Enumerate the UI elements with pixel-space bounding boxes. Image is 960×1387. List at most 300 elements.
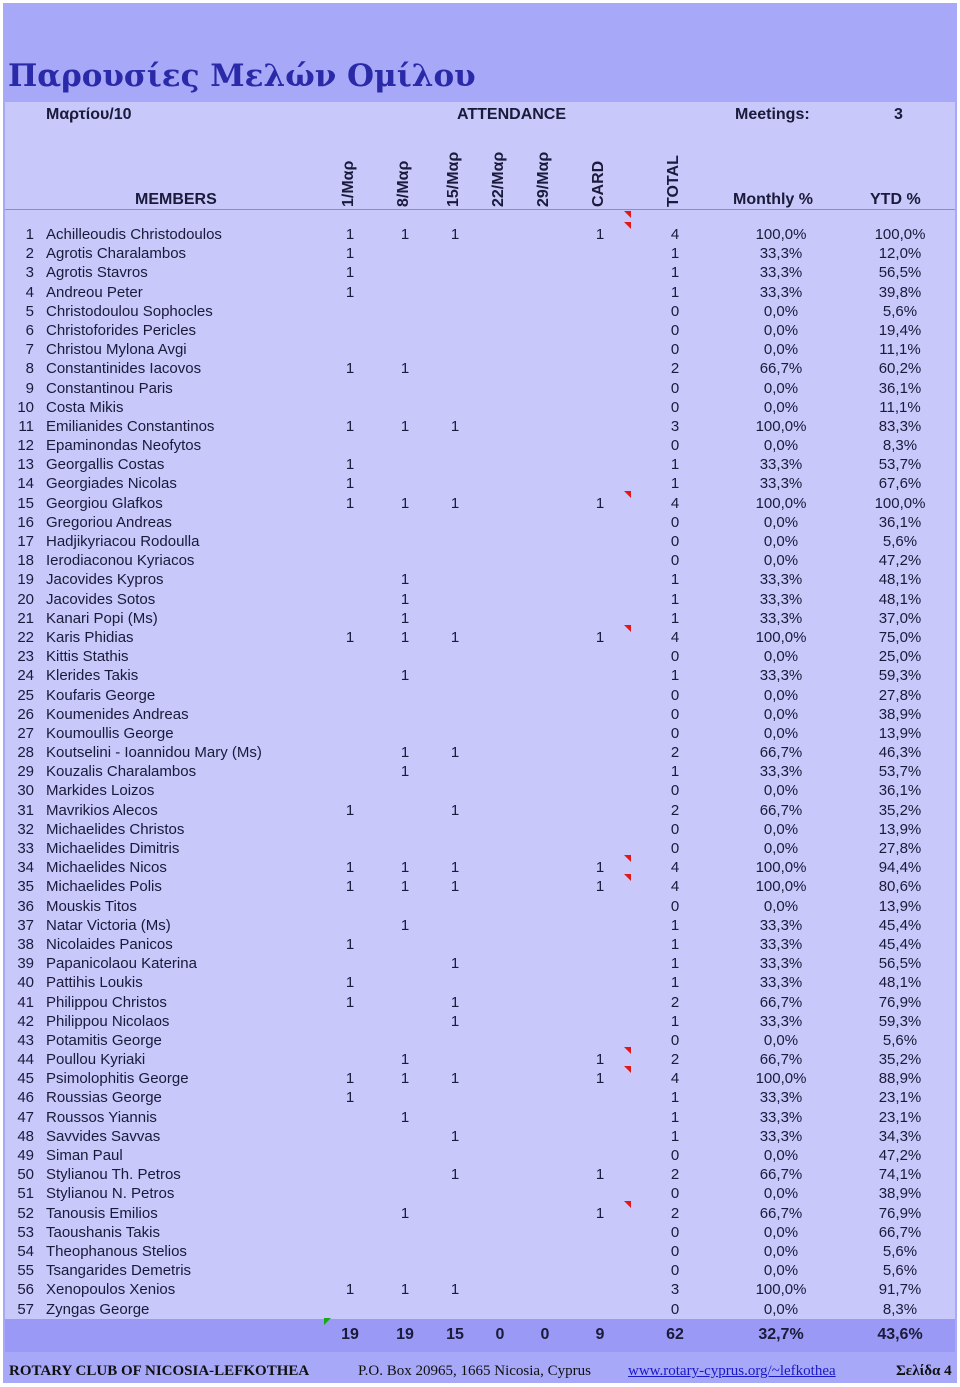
cell-ytd-pct: 100,0% [874, 226, 926, 243]
row-number: 47 [17, 1108, 34, 1126]
row-number: 14 [17, 475, 34, 493]
member-name: Ierodiaconou Kyriacos [46, 552, 195, 570]
comment-marker [624, 625, 631, 632]
member-name: Papanicolaou Katerina [46, 955, 197, 973]
cell-total: 2 [670, 1166, 680, 1184]
table-row [0, 302, 960, 321]
cell-card: 1 [595, 1204, 605, 1222]
cell-15mar: 1 [450, 1127, 460, 1145]
member-name: Constantinou Paris [46, 379, 173, 397]
table-row [0, 628, 960, 647]
cell-monthly-pct: 0,0% [763, 840, 799, 857]
members-header: MEMBERS [135, 191, 217, 208]
cell-8mar: 1 [400, 226, 410, 243]
cell-ytd-pct: 36,1% [878, 379, 922, 397]
row-number: 56 [17, 1281, 34, 1299]
row-number: 45 [17, 1070, 34, 1088]
cell-monthly-pct: 0,0% [763, 398, 799, 416]
cell-8mar: 1 [400, 878, 410, 896]
row-number: 33 [17, 840, 34, 857]
green-comment-marker [324, 1318, 331, 1325]
ytd-header: YTD % [870, 191, 921, 208]
cell-monthly-pct: 33,3% [759, 1108, 803, 1126]
cell-total: 0 [670, 705, 680, 723]
member-name: Jacovides Sotos [46, 590, 156, 608]
table-row [0, 1146, 960, 1165]
cell-ytd-pct: 23,1% [878, 1108, 922, 1126]
member-name: Koufaris George [46, 686, 156, 704]
member-name: Taoushanis Takis [46, 1223, 160, 1241]
cell-ytd-pct: 45,4% [878, 935, 922, 953]
cell-monthly-pct: 100,0% [755, 1281, 807, 1299]
cell-monthly-pct: 33,3% [759, 571, 803, 589]
table-row [0, 398, 960, 417]
member-name: Epaminondas Neofytos [46, 437, 202, 455]
cell-total: 1 [670, 609, 680, 627]
cell-15mar: 1 [450, 993, 460, 1011]
member-name: Achilleoudis Christodoulos [46, 226, 222, 243]
member-name: Gregoriou Andreas [46, 513, 172, 531]
row-number: 8 [25, 360, 34, 378]
table-row [0, 1069, 960, 1088]
cell-total: 0 [670, 686, 680, 704]
table-row [0, 916, 960, 935]
cell-ytd-pct: 13,9% [878, 897, 922, 915]
member-name: Emilianides Constantinos [46, 417, 215, 435]
cell-monthly-pct: 0,0% [763, 513, 799, 531]
cell-total: 2 [670, 744, 680, 762]
row-number: 38 [17, 935, 34, 953]
member-name: Hadjikyriacou Rodoulla [46, 533, 200, 550]
row-number: 40 [17, 974, 34, 992]
row-number: 49 [17, 1147, 34, 1164]
cell-8mar: 1 [400, 609, 410, 627]
cell-monthly-pct: 33,3% [759, 609, 803, 627]
table-row [0, 609, 960, 628]
comment-marker [624, 222, 631, 229]
cell-1mar: 1 [345, 1089, 355, 1107]
member-name: Poullou Kyriaki [46, 1051, 146, 1069]
comment-marker [624, 1047, 631, 1054]
cell-ytd-pct: 47,2% [878, 1147, 922, 1164]
row-number: 55 [17, 1262, 34, 1280]
cell-ytd-pct: 75,0% [878, 628, 922, 646]
cell-ytd-pct: 27,8% [878, 686, 922, 704]
cell-ytd-pct: 5,6% [882, 1242, 918, 1260]
cell-8mar: 1 [400, 744, 410, 762]
cell-total: 0 [670, 820, 680, 838]
cell-1mar: 1 [345, 226, 355, 243]
cell-1mar: 1 [345, 417, 355, 435]
total-29mar: 0 [540, 1326, 550, 1343]
cell-monthly-pct: 33,3% [759, 283, 803, 301]
member-name: Constantinides Iacovos [46, 360, 202, 378]
cell-monthly-pct: 33,3% [759, 590, 803, 608]
footer-address: P.O. Box 20965, 1665 Nicosia, Cyprus [358, 1363, 591, 1379]
cell-total: 0 [670, 1147, 680, 1164]
cell-total: 2 [670, 993, 680, 1011]
row-number: 2 [25, 245, 34, 263]
col-header-1mar: 1/Μαρ [340, 160, 357, 207]
table-row [0, 455, 960, 474]
row-number: 37 [17, 916, 34, 934]
cell-1mar: 1 [345, 283, 355, 301]
cell-1mar: 1 [345, 264, 355, 282]
cell-1mar: 1 [345, 993, 355, 1011]
cell-total: 0 [670, 321, 680, 339]
cell-monthly-pct: 0,0% [763, 686, 799, 704]
cell-ytd-pct: 12,0% [878, 245, 922, 263]
cell-monthly-pct: 33,3% [759, 264, 803, 282]
cell-ytd-pct: 5,6% [882, 302, 918, 320]
cell-15mar: 1 [450, 744, 460, 762]
cell-monthly-pct: 33,3% [759, 763, 803, 781]
table-row [0, 494, 960, 513]
cell-total: 1 [670, 245, 680, 263]
cell-card: 1 [595, 878, 605, 896]
table-row [0, 1165, 960, 1184]
table-row [0, 1088, 960, 1107]
member-name: Markides Loizos [46, 782, 155, 800]
row-number: 12 [17, 437, 34, 455]
cell-total: 0 [670, 1300, 680, 1318]
member-name: Siman Paul [46, 1147, 123, 1164]
cell-monthly-pct: 100,0% [755, 494, 807, 512]
cell-8mar: 1 [400, 667, 410, 685]
table-row [0, 954, 960, 973]
table-row [0, 263, 960, 282]
cell-ytd-pct: 36,1% [878, 513, 922, 531]
cell-total: 0 [670, 1223, 680, 1241]
table-row [0, 1204, 960, 1223]
row-number: 9 [25, 379, 34, 397]
cell-monthly-pct: 0,0% [763, 648, 799, 666]
cell-monthly-pct: 0,0% [763, 782, 799, 800]
cell-total: 1 [670, 283, 680, 301]
total-1mar: 19 [341, 1326, 359, 1343]
cell-15mar: 1 [450, 226, 460, 243]
table-row [0, 877, 960, 896]
cell-monthly-pct: 33,3% [759, 1012, 803, 1030]
member-name: Christou Mylona Avgi [46, 341, 187, 359]
cell-ytd-pct: 74,1% [878, 1166, 922, 1184]
cell-total: 2 [670, 1204, 680, 1222]
cell-card: 1 [595, 628, 605, 646]
cell-8mar: 1 [400, 1204, 410, 1222]
cell-1mar: 1 [345, 245, 355, 263]
row-number: 46 [17, 1089, 34, 1107]
cell-total: 1 [670, 955, 680, 973]
cell-card: 1 [595, 226, 605, 243]
cell-1mar: 1 [345, 801, 355, 819]
cell-total: 1 [670, 763, 680, 781]
table-row [0, 1050, 960, 1069]
row-number: 23 [17, 648, 34, 666]
table-row [0, 283, 960, 302]
cell-monthly-pct: 0,0% [763, 897, 799, 915]
row-number: 57 [17, 1300, 34, 1318]
cell-monthly-pct: 100,0% [755, 859, 807, 877]
meetings-count: 3 [894, 106, 903, 123]
member-name: Mouskis Titos [46, 897, 137, 915]
row-number: 1 [25, 226, 34, 243]
cell-1mar: 1 [345, 494, 355, 512]
cell-ytd-pct: 45,4% [878, 916, 922, 934]
cell-1mar: 1 [345, 859, 355, 877]
cell-monthly-pct: 100,0% [755, 878, 807, 896]
cell-total: 0 [670, 648, 680, 666]
col-header-card: CARD [590, 160, 607, 207]
cell-monthly-pct: 33,3% [759, 1089, 803, 1107]
footer-website-link[interactable]: www.rotary-cyprus.org/~lefkothea [628, 1363, 836, 1379]
row-number: 17 [17, 533, 34, 550]
row-number: 31 [17, 801, 34, 819]
cell-monthly-pct: 0,0% [763, 552, 799, 570]
cell-15mar: 1 [450, 801, 460, 819]
table-row [0, 897, 960, 916]
cell-monthly-pct: 0,0% [763, 379, 799, 397]
row-number: 36 [17, 897, 34, 915]
row-number: 28 [17, 744, 34, 762]
cell-monthly-pct: 33,3% [759, 475, 803, 493]
cell-monthly-pct: 0,0% [763, 724, 799, 742]
comment-marker [624, 874, 631, 881]
cell-ytd-pct: 11,1% [879, 398, 921, 416]
cell-ytd-pct: 48,1% [878, 974, 922, 992]
cell-monthly-pct: 0,0% [763, 1223, 799, 1241]
member-name: Andreou Peter [46, 283, 143, 301]
cell-card: 1 [595, 859, 605, 877]
cell-15mar: 1 [450, 955, 460, 973]
member-name: Natar Victoria (Ms) [46, 916, 171, 934]
cell-ytd-pct: 46,3% [878, 744, 922, 762]
cell-monthly-pct: 0,0% [763, 302, 799, 320]
comment-marker [624, 1066, 631, 1073]
cell-1mar: 1 [345, 456, 355, 474]
table-row [0, 858, 960, 877]
table-row [0, 1031, 960, 1050]
attendance-label: ATTENDANCE [457, 106, 567, 123]
cell-total: 1 [670, 1012, 680, 1030]
cell-total: 4 [670, 628, 680, 646]
comment-marker [624, 1201, 631, 1208]
cell-monthly-pct: 0,0% [763, 1300, 799, 1318]
cell-monthly-pct: 66,7% [759, 1051, 803, 1069]
cell-8mar: 1 [400, 859, 410, 877]
table-row [0, 801, 960, 820]
cell-card: 1 [595, 1166, 605, 1184]
col-header-15mar: 15/Μαρ [445, 151, 462, 207]
cell-monthly-pct: 33,3% [759, 916, 803, 934]
page-title: Παρουσίες Μελών Ομίλου [8, 58, 476, 94]
cell-ytd-pct: 37,0% [878, 609, 922, 627]
row-number: 44 [17, 1051, 34, 1069]
table-row [0, 935, 960, 954]
total-8mar: 19 [396, 1326, 414, 1343]
row-number: 7 [25, 341, 34, 359]
row-number: 6 [25, 321, 34, 339]
member-name: Christoforides Pericles [46, 321, 197, 339]
col-header-total: TOTAL [665, 155, 682, 207]
cell-card: 1 [595, 494, 605, 512]
cell-monthly-pct: 66,7% [759, 1204, 803, 1222]
cell-monthly-pct: 100,0% [755, 628, 807, 646]
member-name: Michaelides Nicos [46, 859, 167, 877]
cell-ytd-pct: 94,4% [878, 859, 922, 877]
cell-monthly-pct: 0,0% [763, 1031, 799, 1049]
table-row [0, 781, 960, 800]
cell-ytd-pct: 23,1% [878, 1089, 922, 1107]
cell-ytd-pct: 53,7% [878, 763, 922, 781]
cell-monthly-pct: 0,0% [763, 437, 799, 455]
cell-total: 1 [670, 1089, 680, 1107]
cell-ytd-pct: 38,9% [878, 705, 922, 723]
comment-marker [624, 491, 631, 498]
cell-1mar: 1 [345, 475, 355, 493]
cell-1mar: 1 [345, 360, 355, 378]
row-number: 54 [17, 1242, 34, 1260]
table-row [0, 340, 960, 359]
row-number: 51 [17, 1185, 34, 1203]
cell-ytd-pct: 34,3% [878, 1127, 922, 1145]
cell-ytd-pct: 19,4% [878, 321, 922, 339]
total-22mar: 0 [495, 1326, 505, 1343]
cell-8mar: 1 [400, 571, 410, 589]
table-row [0, 570, 960, 589]
monthly-header: Monthly % [733, 191, 813, 208]
member-name: Kittis Stathis [46, 648, 129, 666]
cell-total: 4 [670, 878, 680, 896]
row-number: 25 [17, 686, 34, 704]
member-name: Psimolophitis George [46, 1070, 189, 1088]
cell-ytd-pct: 48,1% [878, 571, 922, 589]
cell-total: 2 [670, 1051, 680, 1069]
table-row [0, 1261, 960, 1280]
member-name: Michaelides Polis [46, 878, 162, 896]
cell-1mar: 1 [345, 974, 355, 992]
cell-monthly-pct: 33,3% [759, 456, 803, 474]
cell-ytd-pct: 53,7% [878, 456, 922, 474]
table-row [0, 686, 960, 705]
row-number: 41 [17, 993, 34, 1011]
cell-ytd-pct: 5,6% [882, 1262, 918, 1280]
cell-total: 1 [670, 1108, 680, 1126]
table-row [0, 474, 960, 493]
row-number: 11 [18, 417, 34, 435]
cell-monthly-pct: 0,0% [763, 1147, 799, 1164]
table-row [0, 993, 960, 1012]
cell-total: 1 [670, 667, 680, 685]
cell-8mar: 1 [400, 1281, 410, 1299]
cell-monthly-pct: 33,3% [759, 667, 803, 685]
cell-total: 0 [670, 897, 680, 915]
cell-ytd-pct: 76,9% [878, 1204, 922, 1222]
member-name: Savvides Savvas [46, 1127, 161, 1145]
member-name: Mavrikios Alecos [46, 801, 158, 819]
cell-ytd-pct: 88,9% [878, 1070, 922, 1088]
cell-total: 1 [670, 935, 680, 953]
member-name: Nicolaides Panicos [46, 935, 173, 953]
cell-total: 4 [670, 226, 680, 243]
cell-total: 0 [670, 1185, 680, 1203]
cell-1mar: 1 [345, 935, 355, 953]
table-row [0, 973, 960, 992]
member-name: Agrotis Stavros [46, 264, 148, 282]
cell-8mar: 1 [400, 1070, 410, 1088]
cell-ytd-pct: 56,5% [878, 955, 922, 973]
cell-monthly-pct: 33,3% [759, 955, 803, 973]
comment-marker [624, 855, 631, 862]
table-row [0, 666, 960, 685]
cell-ytd-pct: 66,7% [878, 1223, 922, 1241]
cell-ytd-pct: 36,1% [878, 782, 922, 800]
cell-total: 1 [670, 571, 680, 589]
member-name: Michaelides Christos [46, 820, 185, 838]
cell-ytd-pct: 76,9% [878, 993, 922, 1011]
cell-ytd-pct: 27,8% [878, 840, 922, 857]
cell-ytd-pct: 48,1% [878, 590, 922, 608]
cell-ytd-pct: 11,1% [879, 341, 921, 359]
cell-total: 0 [670, 1262, 680, 1280]
total-card: 9 [595, 1326, 605, 1343]
cell-total: 1 [670, 456, 680, 474]
col-header-8mar: 8/Μαρ [395, 160, 412, 207]
members-table [0, 225, 960, 1319]
member-name: Kouzalis Charalambos [46, 763, 197, 781]
row-number: 26 [17, 705, 34, 723]
cell-monthly-pct: 66,7% [759, 801, 803, 819]
col-header-22mar: 22/Μαρ [490, 151, 507, 207]
row-number: 16 [17, 513, 34, 531]
cell-total: 0 [670, 840, 680, 857]
row-number: 32 [17, 820, 34, 838]
cell-ytd-pct: 59,3% [878, 667, 922, 685]
footer-club-name: ROTARY CLUB OF NICOSIA-LEFKOTHEA [9, 1363, 310, 1379]
cell-total: 0 [670, 552, 680, 570]
cell-ytd-pct: 5,6% [882, 533, 918, 550]
row-number: 18 [17, 552, 34, 570]
table-row [0, 1223, 960, 1242]
cell-total: 0 [670, 437, 680, 455]
cell-total: 0 [670, 724, 680, 742]
cell-ytd-pct: 100,0% [874, 494, 926, 512]
cell-ytd-pct: 56,5% [878, 264, 922, 282]
cell-8mar: 1 [400, 916, 410, 934]
cell-ytd-pct: 91,7% [878, 1281, 922, 1299]
cell-monthly-pct: 0,0% [763, 705, 799, 723]
member-name: Roussos Yiannis [46, 1108, 157, 1126]
row-number: 10 [17, 398, 34, 416]
cell-total: 1 [670, 916, 680, 934]
cell-total: 4 [670, 1070, 680, 1088]
row-number: 53 [17, 1223, 34, 1241]
cell-total: 2 [670, 801, 680, 819]
cell-8mar: 1 [400, 494, 410, 512]
table-row [0, 321, 960, 340]
table-row [0, 839, 960, 858]
row-number: 22 [17, 628, 34, 646]
total-monthly: 32,7% [758, 1326, 804, 1343]
member-name: Roussias George [46, 1089, 162, 1107]
cell-1mar: 1 [345, 1281, 355, 1299]
cell-8mar: 1 [400, 360, 410, 378]
cell-ytd-pct: 35,2% [878, 801, 922, 819]
total-total: 62 [666, 1326, 684, 1343]
cell-total: 0 [670, 533, 680, 550]
cell-ytd-pct: 8,3% [882, 437, 918, 455]
cell-1mar: 1 [345, 878, 355, 896]
member-name: Xenopoulos Xenios [46, 1281, 176, 1299]
